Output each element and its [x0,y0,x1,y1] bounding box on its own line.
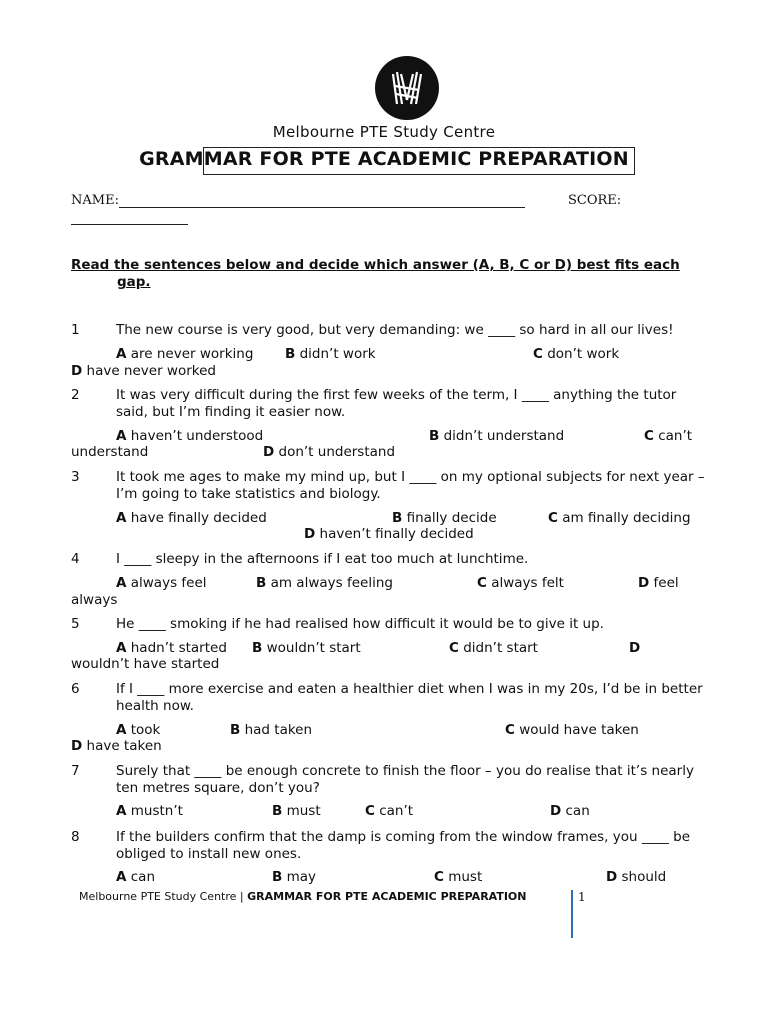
q2-option-a[interactable]: A haven’t understood [116,428,264,444]
q6-option-b[interactable]: B had taken [230,722,313,738]
centre-name: Melbourne PTE Study Centre [272,123,496,141]
question-text: It was very difficult during the first few weeks of the term, I ____ anything the tutor said, but I’m finding it easier now. [116,387,677,420]
footer [79,890,526,903]
q8-option-b[interactable]: B may [272,869,317,885]
footer-centre: Melbourne PTE Study Centre | [79,890,244,903]
question-number: 5 [71,616,80,632]
q3-option-d[interactable]: D haven’t finally decided [304,526,474,542]
q6-option-c[interactable]: C would have taken [505,722,639,738]
question-number: 7 [71,763,80,779]
q5-option-b[interactable]: B wouldn’t start [252,640,361,656]
score-label: SCORE: [568,193,622,208]
q5-option-d-continued: wouldn’t have started [71,656,220,672]
q3-option-a[interactable]: A have finally decided [116,510,267,526]
q4-option-d[interactable]: D feel [638,575,679,591]
q2-option-d[interactable]: D don’t understand [263,444,396,460]
page-divider [571,890,573,938]
question-text: I ____ sleepy in the afternoons if I eat too much at lunchtime. [116,551,529,567]
q5-option-c[interactable]: C didn’t start [449,640,538,656]
question-text: Surely that ____ be enough concrete to finish the floor – you do realise that it’s nearly ten metres square, don’t you? [116,763,694,796]
question-text: The new course is very good, but very demanding: we ____ so hard in all our lives! [116,322,674,338]
question-number: 2 [71,387,80,403]
q4-option-c[interactable]: C always felt [477,575,564,591]
centre-logo [375,56,439,120]
page-title: GRAMMAR FOR PTE ACADEMIC PREPARATION [139,148,629,170]
question-number: 6 [71,681,80,697]
q6-option-a[interactable]: A took [116,722,161,738]
name-label: NAME: [71,193,119,208]
question-text: He ____ smoking if he had realised how difficult it would be to give it up. [116,616,604,632]
q3-option-b[interactable]: B finally decide [392,510,497,526]
q8-option-c[interactable]: C must [434,869,483,885]
question-number: 4 [71,551,80,567]
name-field[interactable] [119,207,525,208]
question-text: It took me ages to make my mind up, but I ____ on my optional subjects for next year – I’m going to take statistics and biology. [116,469,705,502]
q4-option-d-continued: always [71,592,118,608]
q1-option-b[interactable]: B didn’t work [285,346,376,362]
q1-option-a[interactable]: A are never working [116,346,254,362]
q5-option-d[interactable]: D [629,640,641,656]
q7-option-a[interactable]: A mustn’t [116,803,183,819]
question-text: If the builders confirm that the damp is coming from the window frames, you ____ be obliged to install new ones. [116,829,691,862]
q7-option-c[interactable]: C can’t [365,803,414,819]
q2-option-c-continued: understand [71,444,149,460]
q2-option-b[interactable]: B didn’t understand [429,428,565,444]
q3-option-c[interactable]: C am finally deciding [548,510,691,526]
q4-option-a[interactable]: A always feel [116,575,207,591]
question-text: If I ____ more exercise and eaten a healthier diet when I was in my 20s, I’d be in better health now. [116,681,703,714]
q1-option-d[interactable]: D have never worked [71,363,216,379]
instructions-line-2: gap. [117,274,151,290]
question-number: 3 [71,469,80,485]
instructions-line-1: Read the sentences below and decide which answer (A, B, C or D) best fits each [71,257,680,273]
instructions [71,257,701,291]
score-field[interactable] [71,224,188,225]
q7-option-d[interactable]: D can [550,803,590,819]
question-number: 1 [71,322,80,338]
question-number: 8 [71,829,80,845]
q8-option-d[interactable]: D should [606,869,667,885]
q5-option-a[interactable]: A hadn’t started [116,640,227,656]
q7-option-b[interactable]: B must [272,803,321,819]
q4-option-b[interactable]: B am always feeling [256,575,393,591]
footer-title: GRAMMAR FOR PTE ACADEMIC PREPARATION [247,890,527,903]
q8-option-a[interactable]: A can [116,869,155,885]
q1-option-c[interactable]: C don’t work [533,346,620,362]
page-number: 1 [578,890,586,904]
q6-option-d[interactable]: D have taken [71,738,162,754]
logo-m-icon [375,56,439,120]
q2-option-c[interactable]: C can’t [644,428,693,444]
